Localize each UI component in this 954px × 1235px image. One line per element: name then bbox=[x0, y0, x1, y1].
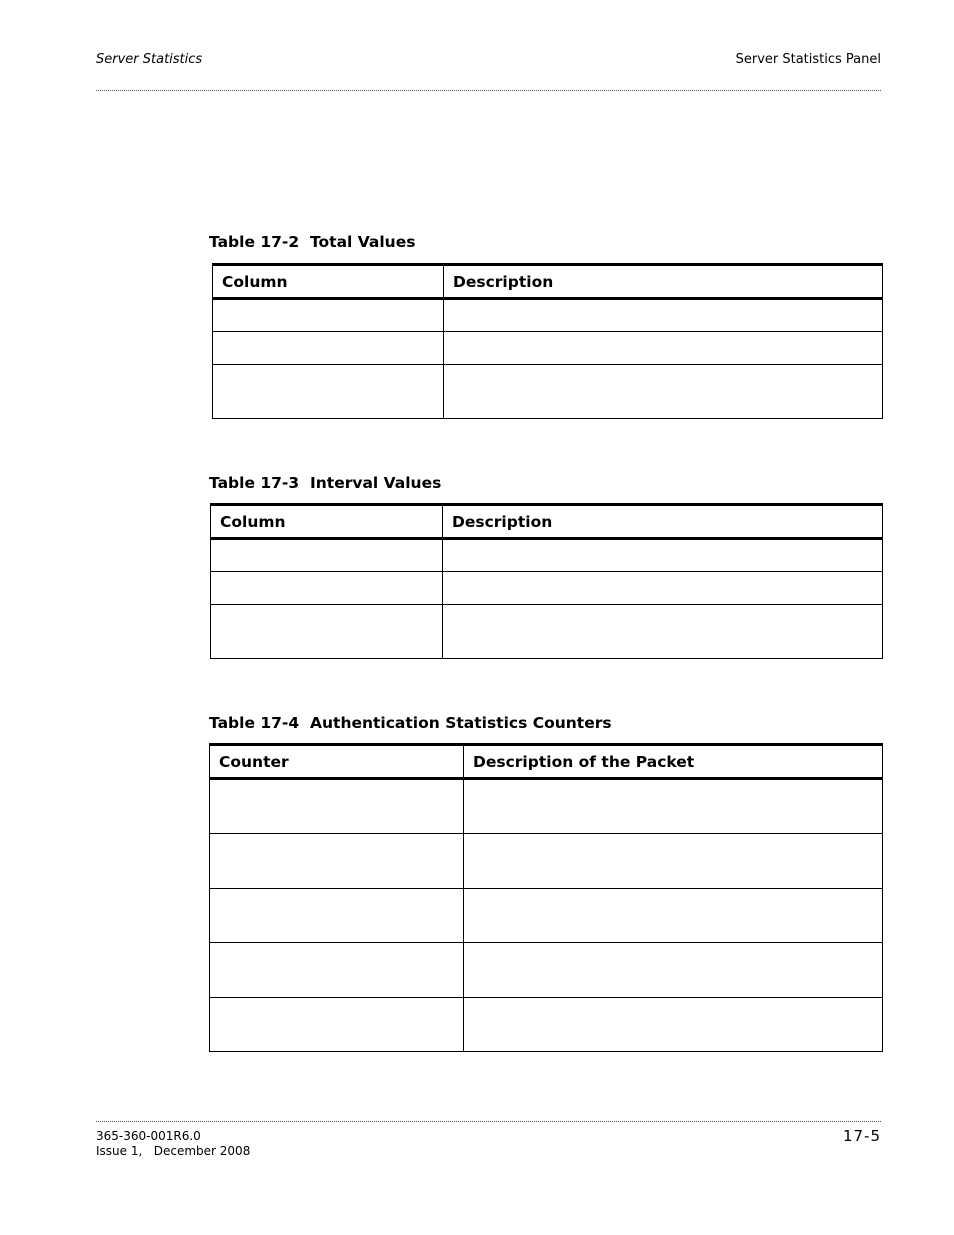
table-cell bbox=[464, 779, 883, 834]
running-header-section: Server Statistics Panel bbox=[735, 52, 881, 67]
table-cell bbox=[211, 539, 443, 572]
column-header: Description of the Packet bbox=[464, 745, 883, 779]
document-number: 365-360-001R6.0 bbox=[96, 1129, 201, 1143]
table-cell bbox=[213, 299, 444, 332]
table-cell bbox=[210, 889, 464, 943]
table-cell bbox=[444, 365, 883, 419]
table-row bbox=[210, 943, 883, 998]
table-caption bbox=[209, 233, 415, 251]
table-header-row bbox=[210, 745, 883, 779]
table-title: Total Values bbox=[310, 233, 416, 251]
column-header: Description bbox=[443, 505, 883, 539]
table-title: Interval Values bbox=[310, 474, 442, 492]
table-cell bbox=[464, 834, 883, 889]
column-header: Counter bbox=[210, 745, 464, 779]
table-cell bbox=[444, 332, 883, 365]
table-row bbox=[213, 332, 883, 365]
table-row bbox=[210, 779, 883, 834]
table-number: Table 17-2 bbox=[209, 233, 300, 251]
footer-divider bbox=[96, 1121, 881, 1122]
table-row bbox=[213, 299, 883, 332]
issue-label: Issue 1, bbox=[96, 1144, 143, 1158]
table-cell bbox=[443, 572, 883, 605]
table-cell bbox=[443, 605, 883, 659]
table-row bbox=[211, 539, 883, 572]
table-caption bbox=[209, 714, 612, 732]
table-caption bbox=[209, 474, 441, 492]
table-number: Table 17-4 bbox=[209, 714, 300, 732]
table-cell bbox=[464, 943, 883, 998]
table-cell bbox=[210, 834, 464, 889]
issue-date: December 2008 bbox=[153, 1144, 251, 1158]
table-row bbox=[211, 605, 883, 659]
authentication-counters-table bbox=[209, 743, 883, 1052]
interval-values-table bbox=[210, 503, 883, 659]
table-cell bbox=[444, 299, 883, 332]
table-cell bbox=[464, 889, 883, 943]
table-row bbox=[213, 365, 883, 419]
table-cell bbox=[443, 539, 883, 572]
table-number: Table 17-3 bbox=[209, 474, 300, 492]
table-header-row bbox=[213, 265, 883, 299]
table-cell bbox=[211, 605, 443, 659]
table-cell bbox=[211, 572, 443, 605]
footer-doc-info bbox=[96, 1129, 250, 1159]
table-row bbox=[210, 834, 883, 889]
column-header: Column bbox=[211, 505, 443, 539]
table-row bbox=[211, 572, 883, 605]
issue-line bbox=[96, 1144, 250, 1159]
table-cell bbox=[464, 998, 883, 1052]
total-values-table bbox=[212, 263, 883, 419]
table-cell bbox=[213, 332, 444, 365]
table-cell bbox=[210, 943, 464, 998]
column-header: Description bbox=[444, 265, 883, 299]
table-row bbox=[210, 998, 883, 1052]
header-divider bbox=[96, 90, 881, 91]
table-cell bbox=[210, 779, 464, 834]
table-cell bbox=[213, 365, 444, 419]
table-row bbox=[210, 889, 883, 943]
page-number: 17-5 bbox=[842, 1127, 881, 1145]
table-title: Authentication Statistics Counters bbox=[310, 714, 612, 732]
running-header-chapter: Server Statistics bbox=[96, 52, 203, 67]
table-cell bbox=[210, 998, 464, 1052]
column-header: Column bbox=[213, 265, 444, 299]
table-header-row bbox=[211, 505, 883, 539]
